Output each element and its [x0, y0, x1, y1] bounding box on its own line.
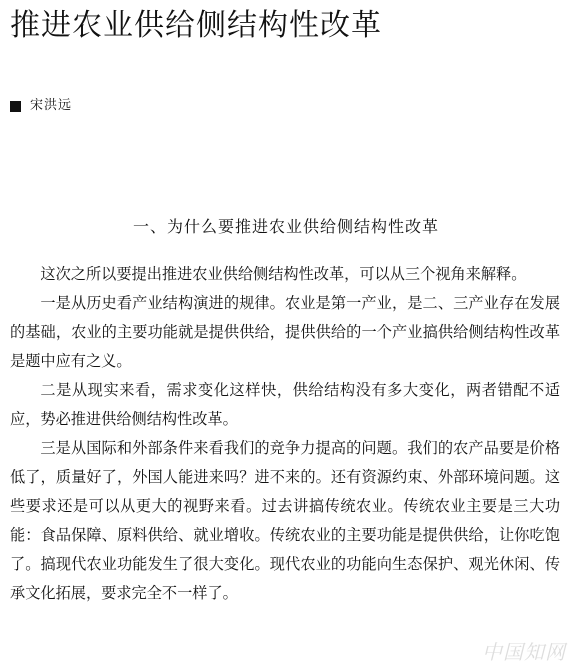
section-heading: 一、为什么要推进农业供给侧结构性改革	[132, 217, 439, 236]
paragraph: 三是从国际和外部条件来看我们的竞争力提高的问题。我们的农产品要是价格低了，质量好了，外国人能进来吗？进不来的。还有资源约束、外部环境问题。这些要求还是可以从更大的视野来看。过去讲搞传统农业。传统农业主要是三大功能：食品保障、原料供给、就业增收。传统农业的主要功能是提供供给，让你吃饱了。搞现代农业功能发生了很大变化。现代农业的功能向生态保护、观光休闲、传承文化拓展，要求完全不一样了。	[10, 439, 560, 602]
author-name: 宋洪远	[30, 98, 73, 113]
paragraph: 二是从现实来看，需求变化这样快，供给结构没有多大变化，两者错配不适应，势必推进供给侧结构性改革。	[10, 381, 560, 428]
article-body	[10, 260, 560, 608]
watermark-logo: 中国知网	[482, 640, 566, 664]
paragraph: 这次之所以要提出推进农业供给侧结构性改革，可以从三个视角来解释。	[40, 265, 527, 283]
paragraph: 一是从历史看产业结构演进的规律。农业是第一产业，是二、三产业存在发展的基础，农业的主要功能就是提供供给，提供供给的一个产业搞供给侧结构性改革是题中应有之义。	[10, 294, 560, 370]
author-byline	[10, 97, 72, 115]
black-square-icon	[10, 101, 21, 112]
article-title: 推进农业供给侧结构性改革	[10, 8, 382, 43]
